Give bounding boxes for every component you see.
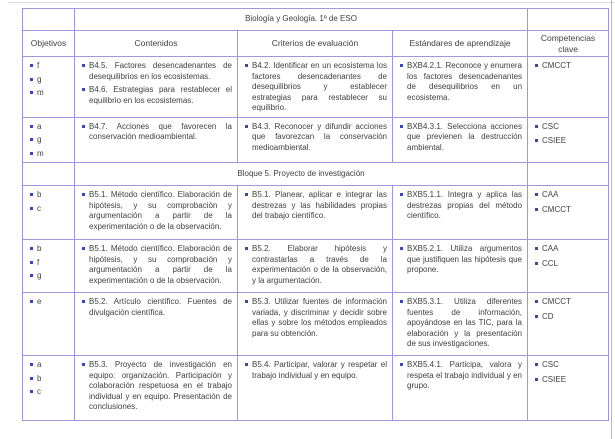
bullet-square-icon xyxy=(82,193,85,196)
column-header-contenidos: Contenidos xyxy=(75,31,238,57)
contenidos-cell xyxy=(75,356,238,421)
list-item-text: e xyxy=(37,297,42,306)
list-item-text: BXB5.3.1. Utiliza diferentes fuentes de información, apoyándose en las TIC, para la elaboración y la presentación de sus investigaciones. xyxy=(407,297,523,348)
list-item-text: B5.1. Planear, aplicar e integrar las destrezas y las habilidades propias del trabajo científico. xyxy=(252,190,387,220)
list-item xyxy=(244,61,387,114)
section-header-row xyxy=(23,163,609,186)
section-header: Bloque 5. Proyecto de investigación xyxy=(75,163,528,186)
list-item xyxy=(534,190,603,201)
bullet-square-icon xyxy=(245,125,248,128)
bullet-square-icon xyxy=(82,125,85,128)
list-item xyxy=(29,360,69,371)
estandares-cell xyxy=(393,240,528,293)
competencias-cell xyxy=(528,186,609,240)
bullet-square-icon xyxy=(82,247,85,250)
estandares-cell xyxy=(393,293,528,356)
list-item-text: B4.7. Acciones que favorecen la conservación medioambiental. xyxy=(89,121,232,141)
list-item-text: B5.3. Proyecto de investigación en equipo: organización. Participación y colaboración respetuosa en el trabajo individual y en equipo. Presentación de conclusiones. xyxy=(89,360,232,411)
list-item-text: B5.2. Artículo científico. Fuentes de divulgación científica. xyxy=(89,297,232,317)
bullet-square-icon xyxy=(30,152,33,155)
list-item xyxy=(399,360,522,392)
column-header-criterios: Criterios de evaluación xyxy=(238,31,393,57)
list-item xyxy=(244,360,387,381)
list-item xyxy=(81,297,232,318)
bullet-square-icon xyxy=(30,363,33,366)
bullet-square-icon xyxy=(535,262,538,265)
list-item-text: g xyxy=(37,271,42,280)
list-item-text: b xyxy=(37,190,42,199)
bullet-square-icon xyxy=(245,300,248,303)
criterios-cell xyxy=(238,240,393,293)
bullet-square-icon xyxy=(535,208,538,211)
list-item xyxy=(81,190,232,232)
list-item-text: BXB5.2.1. Utiliza argumentos que justifiquen las hipótesis que propone. xyxy=(407,244,523,274)
bullet-square-icon xyxy=(535,247,538,250)
list-item xyxy=(534,360,603,371)
list-item xyxy=(29,204,69,215)
table-row xyxy=(23,57,609,118)
objetivos-cell xyxy=(23,293,75,356)
list-item-text: BXB5.1.1. Integra y aplica las destrezas propias del método científico. xyxy=(407,190,523,220)
estandares-cell xyxy=(393,186,528,240)
section-row-empty-right xyxy=(528,163,609,186)
list-item-text: B4.2. Identificar en un ecosistema los factores desencadenantes de desequilibrios y establecer estrategias para restablecer su equilibrio. xyxy=(252,61,387,112)
bullet-square-icon xyxy=(400,64,403,67)
competencias-cell xyxy=(528,293,609,356)
list-item xyxy=(81,244,232,286)
column-header-competencias: Competencias clave xyxy=(528,31,609,57)
criterios-cell xyxy=(238,117,393,163)
bullet-square-icon xyxy=(82,300,85,303)
bullet-square-icon xyxy=(30,64,33,67)
bullet-square-icon xyxy=(535,300,538,303)
estandares-cell xyxy=(393,57,528,118)
list-item-text: m xyxy=(37,88,44,97)
bullet-square-icon xyxy=(82,363,85,366)
list-item-text: B4.5. Factores desencadenantes de desequilibrios en los ecosistemas. xyxy=(89,61,232,81)
list-item-text: CSIEE xyxy=(542,136,567,145)
list-item-text: CCL xyxy=(542,258,559,268)
list-item xyxy=(399,190,522,222)
bullet-square-icon xyxy=(400,125,403,128)
list-item-text: CAA xyxy=(542,190,559,199)
column-header-estandares: Estándares de aprendizaje xyxy=(393,31,528,57)
list-item xyxy=(399,297,522,350)
page-top-edge xyxy=(8,2,615,3)
bullet-square-icon xyxy=(30,125,33,128)
list-item-text: B5.2. Elaborar hipótesis y contrastarlas a través de la experimentación o de la observación, y la argumentación. xyxy=(252,244,387,285)
list-item-text: b xyxy=(37,244,42,253)
table-title: Biología y Geología. 1º de ESO xyxy=(75,9,528,31)
contenidos-cell xyxy=(75,57,238,118)
bullet-square-icon xyxy=(245,247,248,250)
bullet-square-icon xyxy=(82,88,85,91)
bullet-square-icon xyxy=(535,139,538,142)
list-item xyxy=(29,122,69,133)
list-item xyxy=(244,122,387,154)
list-item xyxy=(534,375,603,386)
list-item-text: CMCCT xyxy=(542,204,571,214)
contenidos-cell xyxy=(75,117,238,163)
table-row xyxy=(23,356,609,421)
list-item-text: BXB4.2.1. Reconoce y enumera los factores desencadenantes de desequilibrios en un ecosistema. xyxy=(407,61,523,102)
list-item xyxy=(534,205,603,216)
list-item xyxy=(29,135,69,146)
list-item xyxy=(29,244,69,255)
list-item xyxy=(29,190,69,201)
criterios-cell xyxy=(238,293,393,356)
bullet-square-icon xyxy=(400,300,403,303)
list-item xyxy=(534,259,603,270)
bullet-square-icon xyxy=(535,64,538,67)
list-item-text: CMCCT xyxy=(542,61,571,70)
bullet-square-icon xyxy=(30,377,33,380)
list-item xyxy=(534,136,603,147)
list-item-text: g xyxy=(37,135,42,144)
list-item xyxy=(29,149,69,160)
list-item-text: m xyxy=(37,148,44,158)
objetivos-cell xyxy=(23,117,75,163)
list-item xyxy=(534,297,603,308)
list-item xyxy=(534,61,603,72)
list-item-text: BXB4.3.1. Selecciona acciones que previenen la destrucción ambiental. xyxy=(407,121,523,152)
bullet-square-icon xyxy=(245,363,248,366)
list-item xyxy=(29,258,69,269)
list-item-text: B5.4. Participar, valorar y respetar el trabajo individual y en equipo. xyxy=(252,360,387,380)
bullet-square-icon xyxy=(535,193,538,196)
bullet-square-icon xyxy=(82,64,85,67)
competencias-cell xyxy=(528,356,609,421)
objetivos-cell xyxy=(23,186,75,240)
competencias-cell xyxy=(528,57,609,118)
section-row-empty-left xyxy=(23,163,75,186)
list-item xyxy=(399,122,522,154)
estandares-cell xyxy=(393,356,528,421)
list-item-text: B5.1. Método científico. Elaboración de hipótesis, y su comprobación y argumentación a partir de la experimentación o de la observación. xyxy=(89,244,232,285)
bullet-square-icon xyxy=(400,247,403,250)
list-item xyxy=(29,88,69,99)
table-title-row xyxy=(23,9,609,31)
bullet-square-icon xyxy=(535,125,538,128)
list-item-text: f xyxy=(37,61,40,70)
bullet-square-icon xyxy=(30,261,33,264)
list-item-text: CSC xyxy=(542,360,559,369)
list-item-text: f xyxy=(37,257,40,267)
list-item xyxy=(244,244,387,286)
list-item-text: B5.3. Utilizar fuentes de información variada, y discriminar y decidir sobre ellas y sobre los métodos empleados para su obtención. xyxy=(252,297,387,338)
bullet-square-icon xyxy=(30,78,33,81)
criterios-cell xyxy=(238,356,393,421)
contenidos-cell xyxy=(75,293,238,356)
list-item-text: a xyxy=(37,360,42,369)
list-item-text: CSC xyxy=(542,121,559,131)
bullet-square-icon xyxy=(30,247,33,250)
estandares-cell xyxy=(393,117,528,163)
competencias-cell xyxy=(528,117,609,163)
criterios-cell xyxy=(238,57,393,118)
list-item xyxy=(244,297,387,339)
bullet-square-icon xyxy=(30,300,33,303)
list-item xyxy=(29,297,69,308)
list-item-text: b xyxy=(37,373,42,383)
list-item xyxy=(29,374,69,385)
table-row xyxy=(23,117,609,163)
table-row xyxy=(23,293,609,356)
list-item xyxy=(81,61,232,82)
title-row-empty-right xyxy=(528,9,609,31)
table-row xyxy=(23,240,609,293)
list-item-text: c xyxy=(37,203,41,213)
bullet-square-icon xyxy=(30,390,33,393)
bullet-square-icon xyxy=(30,274,33,277)
bullet-square-icon xyxy=(535,315,538,318)
list-item xyxy=(29,271,69,282)
list-item xyxy=(81,85,232,106)
list-item xyxy=(534,244,603,255)
bullet-square-icon xyxy=(30,193,33,196)
list-item xyxy=(81,122,232,143)
list-item xyxy=(244,190,387,222)
page-right-margin-line xyxy=(611,0,612,439)
list-item-text: B4.6. Estrategias para restablecer el equilibrio en los ecosistemas. xyxy=(89,85,232,105)
title-row-empty-left xyxy=(23,9,75,31)
bullet-square-icon xyxy=(535,363,538,366)
list-item-text: B4.3. Reconocer y difundir acciones que favorezcan la conservación medioambiental. xyxy=(252,121,387,152)
list-item-text: c xyxy=(37,387,41,396)
list-item xyxy=(29,75,69,86)
bullet-square-icon xyxy=(30,138,33,141)
objetivos-cell xyxy=(23,356,75,421)
list-item-text: BXB5.4.1. Participa, valora y respeta el trabajo individual y en grupo. xyxy=(407,360,523,390)
list-item xyxy=(29,61,69,72)
list-item xyxy=(534,122,603,133)
competencias-cell xyxy=(528,240,609,293)
bullet-square-icon xyxy=(30,207,33,210)
bullet-square-icon xyxy=(245,193,248,196)
contenidos-cell xyxy=(75,240,238,293)
list-item-text: g xyxy=(37,74,42,84)
list-item xyxy=(81,360,232,413)
contenidos-cell xyxy=(75,186,238,240)
bullet-square-icon xyxy=(245,64,248,67)
table-row xyxy=(23,186,609,240)
column-header-row xyxy=(23,31,609,57)
list-item-text: CAA xyxy=(542,244,559,253)
list-item-text: CD xyxy=(542,311,554,321)
list-item xyxy=(399,244,522,276)
list-item xyxy=(534,312,603,323)
criterios-cell xyxy=(238,186,393,240)
objetivos-cell xyxy=(23,240,75,293)
list-item-text: CMCCT xyxy=(542,297,571,306)
bullet-square-icon xyxy=(400,363,403,366)
curriculum-table xyxy=(22,8,609,421)
list-item-text: CSIEE xyxy=(542,374,567,384)
list-item xyxy=(29,387,69,398)
bullet-square-icon xyxy=(30,91,33,94)
list-item-text: a xyxy=(37,121,42,131)
objetivos-cell xyxy=(23,57,75,118)
bullet-square-icon xyxy=(535,378,538,381)
list-item-text: B5.1. Método científico. Elaboración de hipótesis, y su comprobación y argumentación a partir de la experimentación o de la observación. xyxy=(89,190,232,231)
bullet-square-icon xyxy=(400,193,403,196)
column-header-objetivos: Objetivos xyxy=(23,31,75,57)
list-item xyxy=(399,61,522,103)
